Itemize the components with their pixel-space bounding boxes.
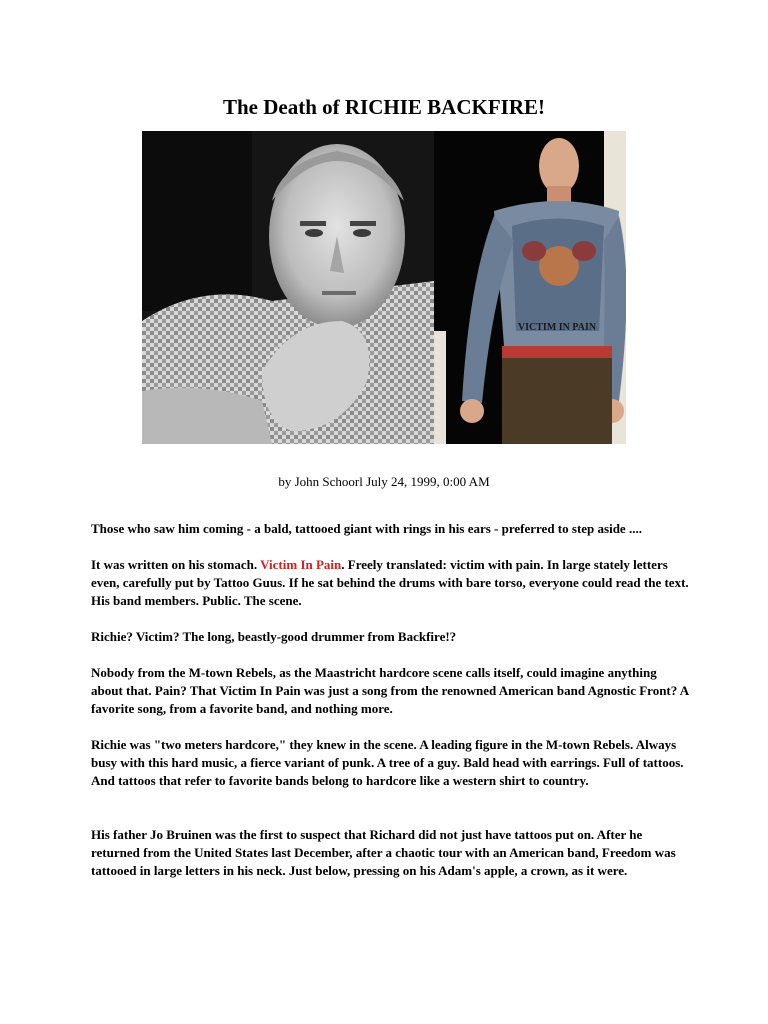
article-title: The Death of RICHIE BACKFIRE! (222, 95, 545, 119)
paragraph-6: His father Jo Bruinen was the first to suspect that Richard did not just have tattoos put on. After he returned from the United States last December, after a chaotic tour with an American band, Freedom was tattooed in large letters in his neck. Just below, pressing on his Adam's apple, a crown, as it were. (91, 827, 676, 878)
paragraph-1: Those who saw him coming - a bald, tattooed giant with rings in his ears - preferred to step aside .... (91, 521, 642, 536)
tattoo-caption: VICTIM IN PAIN (517, 322, 597, 333)
paragraph-2-end: . Freely translated: victim with pain. In large stately letters even, carefully put by Tattoo Guus. If he sat behind the drums with bare torso, everyone could read the text. His band members. Public. The scene. (91, 557, 689, 608)
paragraph-3: Richie? Victim? The long, beastly-good drummer from Backfire!? (91, 629, 457, 644)
paragraph-2 (91, 556, 691, 610)
byline: by John Schoorl July 24, 1999, 0:00 AM (278, 474, 490, 489)
paragraph-2-start: It was written on his stomach. (91, 557, 261, 572)
paragraph-4: Nobody from the M-town Rebels, as the Maastricht hardcore scene calls itself, could imagine anything about that. Pain? That Victim In Pain was just a song from the renowned American band Agnostic Front? A favorite song, from a favorite band, and nothing more. (91, 665, 689, 716)
paragraph-5: Richie was "two meters hardcore," they knew in the scene. A leading figure in the M-town Rebels. Always busy with this hard music, a fierce variant of punk. A tree of a guy. Bald head with earrings. Full of tattoos. And tattoos that refer to favorite bands belong to hardcore like a western shirt to country. (91, 737, 684, 788)
tattoo-photo (434, 131, 626, 444)
portrait-photo (142, 131, 434, 444)
victim-in-pain-highlight: Victim In Pain (260, 557, 342, 572)
